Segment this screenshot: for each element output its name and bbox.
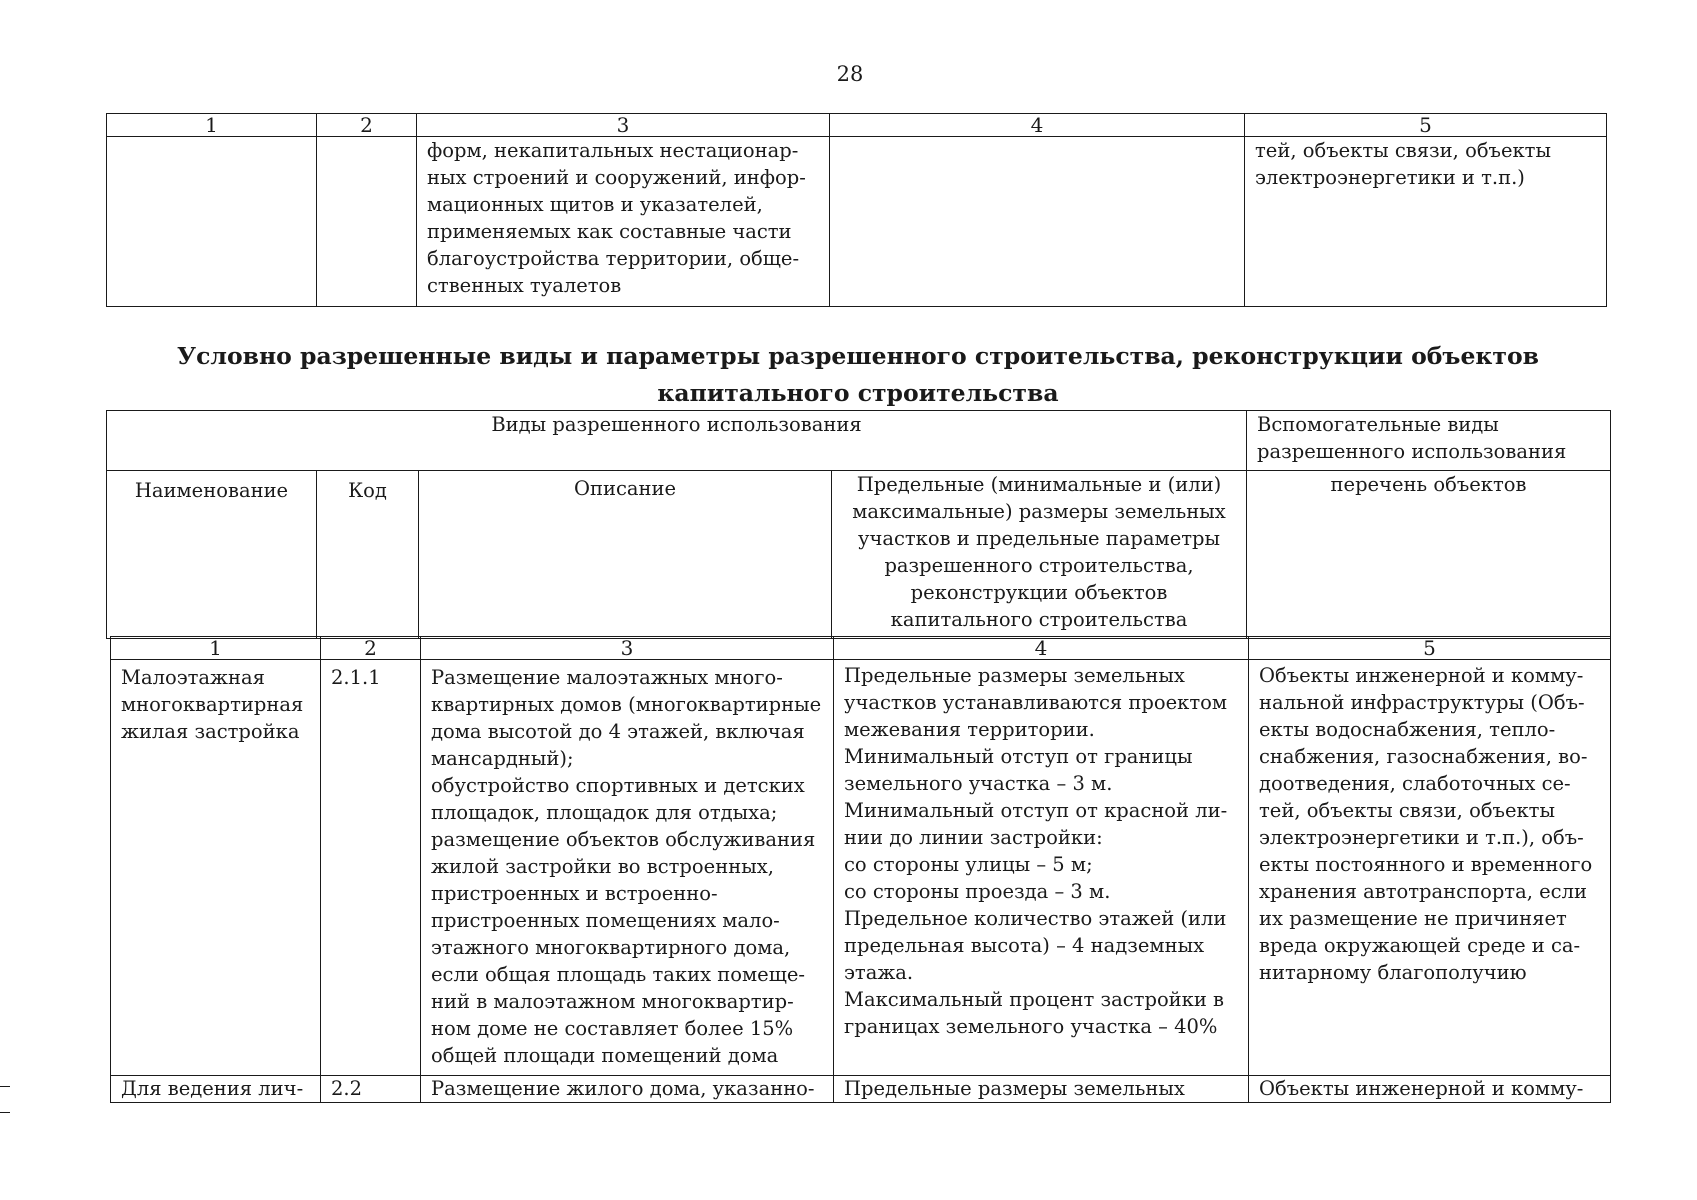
text-line: ных строений и сооружений, инфор- [427, 166, 806, 189]
text-line: если общая площадь таких помеще- [431, 963, 805, 986]
text-line: ственных туалетов [427, 274, 622, 297]
text-line: Объекты инженерной и комму- [1259, 664, 1584, 687]
column-header-parameters: Предельные (минимальные и (или) максимальные) размеры земельных участков и предельные параметры разрешенного строительства, реконструкции объектов капитального строительства [832, 471, 1247, 639]
text-line: нитарному благополучию [1259, 961, 1527, 984]
text-line: снабжения, газоснабжения, во- [1259, 745, 1588, 768]
text-line: электроэнергетики и т.п.), объ- [1259, 826, 1584, 849]
column-number-row [107, 114, 1607, 137]
permitted-uses-table [110, 636, 1611, 1103]
scan-edge-mark [0, 1112, 10, 1113]
text-line: екты постоянного и временного [1259, 853, 1593, 876]
column-number: 5 [1249, 637, 1611, 660]
column-number-row [111, 637, 1611, 660]
text-line: мационных щитов и указателей, [427, 193, 763, 216]
text-line: Для ведения лич- [121, 1077, 304, 1100]
column-header-code: Код [317, 471, 419, 639]
page-number: 28 [836, 62, 864, 86]
code-cell: 2.2 [321, 1076, 421, 1103]
text-line: Размещение жилого дома, указанно- [431, 1077, 815, 1100]
text-line: электроэнергетики и т.п.) [1255, 166, 1525, 189]
text-line: форм, некапитальных нестационар- [427, 139, 799, 162]
description-cell [417, 137, 830, 307]
column-header-name: Наименование [107, 471, 317, 639]
text-line: ном доме не составляет более 15% [431, 1017, 794, 1040]
text-line: общей площади помещений дома [431, 1044, 779, 1067]
text-line: благоустройства территории, обще- [427, 247, 800, 270]
text-line: нальной инфраструктуры (Объ- [1259, 691, 1585, 714]
table-row [107, 137, 1607, 307]
column-header-objects: перечень объектов [1247, 471, 1611, 639]
text-line: мансардный); [431, 747, 574, 770]
text-line: Объекты инженерной и комму- [1259, 1077, 1584, 1100]
table-row [111, 1076, 1611, 1103]
column-number: 3 [417, 114, 830, 137]
description-cell [421, 660, 834, 1076]
continuation-table [106, 113, 1607, 307]
text-line: Минимальный отступ от границы [844, 745, 1193, 768]
text-line: этажного многоквартирного дома, [431, 936, 791, 959]
text-line: Предельные размеры земельных [844, 664, 1185, 687]
header-table [106, 410, 1611, 639]
parameters-cell [830, 137, 1245, 307]
name-cell [111, 660, 321, 1076]
text-line: Малоэтажная [121, 666, 265, 689]
text-line: предельная высота) – 4 надземных [844, 934, 1205, 957]
text-line: границах земельного участка – 40% [844, 1015, 1218, 1038]
column-number: 1 [111, 637, 321, 660]
text-line: жилая застройка [121, 720, 300, 743]
auxiliary-cell [1249, 1076, 1611, 1103]
text-line: Максимальный процент застройки в [844, 988, 1225, 1011]
text-line: пристроенных и встроенно- [431, 882, 718, 905]
text-line: применяемых как составные части [427, 220, 792, 243]
text-line: жилой застройки во встроенных, [431, 855, 774, 878]
text-line: Предельные размеры земельных [844, 1077, 1185, 1100]
column-number: 3 [421, 637, 834, 660]
column-number: 4 [830, 114, 1245, 137]
text-line: екты водоснабжения, тепло- [1259, 718, 1556, 741]
text-line: тей, объекты связи, объекты [1255, 139, 1551, 162]
text-line: со стороны проезда – 3 м. [844, 880, 1111, 903]
text-line: тей, объекты связи, объекты [1259, 799, 1555, 822]
parameters-cell [834, 660, 1249, 1076]
text-line: этажа. [844, 961, 914, 984]
text-line: со стороны улицы – 5 м; [844, 853, 1093, 876]
code-cell [317, 137, 417, 307]
auxiliary-cell [1245, 137, 1607, 307]
column-header-row [107, 471, 1611, 639]
text-line: квартирных домов (многоквартирные [431, 693, 822, 716]
name-cell [111, 1076, 321, 1103]
scan-edge-mark [0, 1086, 10, 1087]
text-line: межевания территории. [844, 718, 1095, 741]
group-header-row [107, 411, 1611, 471]
parameters-cell [834, 1076, 1249, 1103]
text-line: ний в малоэтажном многоквартир- [431, 990, 794, 1013]
column-header-description: Описание [419, 471, 832, 639]
text-line: обустройство спортивных и детских [431, 774, 805, 797]
text-line: пристроенных помещениях мало- [431, 909, 780, 932]
name-cell [107, 137, 317, 307]
section-heading: Условно разрешенные виды и параметры разрешенного строительства, реконструкции объектов капитального строительства [177, 342, 1539, 407]
text-line: размещение объектов обслуживания [431, 828, 816, 851]
text-line: их размещение не причиняет [1259, 907, 1567, 930]
auxiliary-cell [1249, 660, 1611, 1076]
text-line: Минимальный отступ от красной ли- [844, 799, 1228, 822]
group-header-permitted-uses: Виды разрешенного использования [107, 411, 1247, 471]
text-line: нии до линии застройки: [844, 826, 1103, 849]
text-line: площадок, площадок для отдыха; [431, 801, 778, 824]
text-line: доотведения, слаботочных се- [1259, 772, 1571, 795]
text-line: участков устанавливаются проектом [844, 691, 1228, 714]
text-line: Размещение малоэтажных много- [431, 666, 783, 689]
text-line: Предельное количество этажей (или [844, 907, 1227, 930]
text-line: вреда окружающей среде и са- [1259, 934, 1581, 957]
text-line: хранения автотранспорта, если [1259, 880, 1587, 903]
column-number: 2 [317, 114, 417, 137]
column-number: 4 [834, 637, 1249, 660]
text-line: дома высотой до 4 этажей, включая [431, 720, 805, 743]
group-header-auxiliary-uses: Вспомогательные виды разрешенного использования [1247, 411, 1611, 471]
description-cell [421, 1076, 834, 1103]
text-line: земельного участка – 3 м. [844, 772, 1113, 795]
text-line: многоквартирная [121, 693, 304, 716]
table-row [111, 660, 1611, 1076]
column-number: 2 [321, 637, 421, 660]
code-cell: 2.1.1 [321, 660, 421, 1076]
column-number: 5 [1245, 114, 1607, 137]
column-number: 1 [107, 114, 317, 137]
